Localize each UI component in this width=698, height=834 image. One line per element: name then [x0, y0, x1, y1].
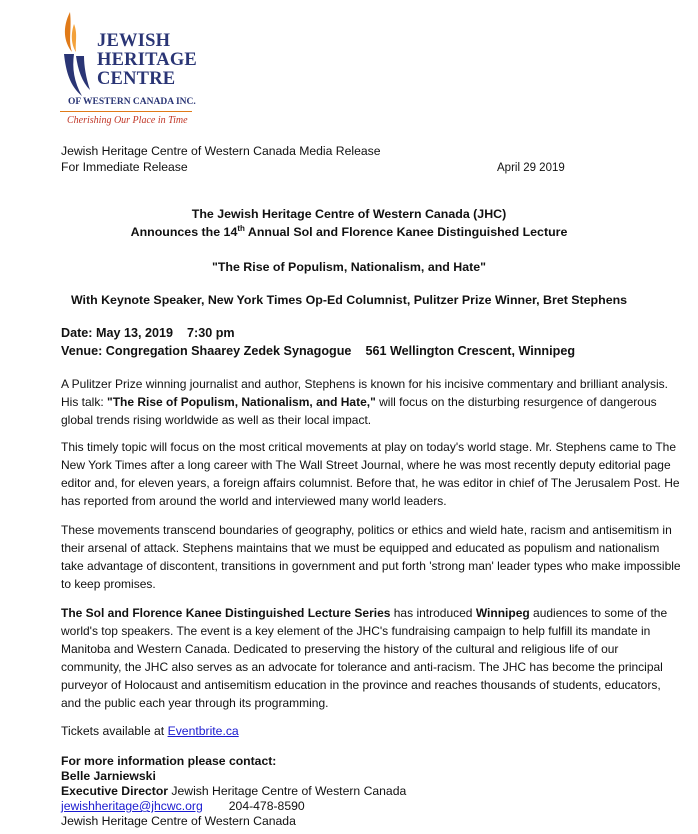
- venue-address: 561 Wellington Crescent, Winnipeg: [365, 344, 576, 358]
- p4-text-b: audiences to some of the world's top speakers. The event is a key element of the JHC's fundraising campaign to help fulfill its mandate in Manitoba and Western Canada. Dedicated to preserving the history of the cultural and religious life of our community, the JHC also serves as an advocate for tolerance and anti-racism. The JHC has become the principal purveyor of Holocaust and antisemitism education in the province and reaches thousands of students, educators, and the public each year through its programming.: [61, 606, 668, 710]
- keynote-line: With Keynote Speaker, New York Times Op-Ed Columnist, Pulitzer Prize Winner, Bret Stephens: [70, 293, 628, 307]
- paragraph-2: This timely topic will focus on the most critical movements at play on today's world stage. Mr. Stephens came to The New York Times after a long career with The Wall Street Journal, where he was most recently deputy editorial page editor and, for eleven years, a foreign affairs columnist. Before that, he was editor in chief of The Jerusalem Post. He has reported from around the world and interviewed many world leaders.: [61, 440, 680, 508]
- event-date: Date: May 13, 2019 7:30 pm: [61, 326, 235, 340]
- contact-heading: For more information please contact:: [61, 754, 277, 768]
- contact-org: Jewish Heritage Centre of Western Canada: [61, 814, 296, 828]
- jhc-logo: [60, 10, 200, 132]
- paragraph-3: These movements transcend boundaries of geography, politics or ethics and wield hate, racism and antisemitism in their arsenal of attack. Stephens maintains that we must be equipped and educated as populism and nationalism take advantage of discontent, transitions in government and put forth 'strong man' leader types who make impossible to keep promises.: [61, 523, 681, 591]
- logo-tagline: Cherishing Our Place in Time: [67, 115, 188, 126]
- p4-text-a: has introduced: [390, 606, 476, 620]
- talk-title: "The Rise of Populism, Nationalism, and Hate": [211, 260, 487, 274]
- contact-role-org: Jewish Heritage Centre of Western Canada: [168, 784, 407, 798]
- paragraph-4: [61, 604, 681, 712]
- title-line-2: [0, 225, 698, 239]
- title-line-2-pre: Announces the 14: [130, 225, 238, 239]
- logo-line-1: JEWISH: [97, 31, 171, 51]
- logo-wordmark: [97, 32, 197, 89]
- candle-flame-icon: [60, 10, 100, 100]
- contact-role-title: Executive Director: [61, 784, 169, 798]
- venue-name: Venue: Congregation Shaarey Zedek Synagogue: [61, 344, 352, 358]
- title-line-1: The Jewish Heritage Centre of Western Canada (JHC): [191, 207, 507, 221]
- p1-text-a: A Pulitzer Prize winning journalist and author, Stephens is known for his incisive commentary and brilliant analysis. His talk:: [61, 377, 668, 409]
- contact-name: Belle Jarniewski: [61, 769, 156, 783]
- p1-talk-title: "The Rise of Populism, Nationalism, and Hate,": [107, 395, 376, 409]
- immediate-release: For Immediate Release: [61, 160, 188, 174]
- tickets-text: Tickets available at: [61, 724, 168, 738]
- contact-email-link[interactable]: jewishheritage@jhcwc.org: [61, 799, 203, 813]
- title-line-2-post: Annual Sol and Florence Kanee Distinguished Lecture: [244, 225, 568, 239]
- logo-subline: OF WESTERN CANADA INC.: [68, 97, 196, 107]
- ordinal-suffix: th: [237, 223, 245, 233]
- city-name: Winnipeg: [475, 606, 530, 620]
- contact-email-phone: [61, 798, 305, 814]
- lecture-series-name: The Sol and Florence Kanee Distinguished Lecture Series: [61, 606, 391, 620]
- logo-line-2: HERITAGE: [97, 50, 197, 70]
- p1-text-b: will focus on the disturbing resurgence of dangerous global trends rising worldwide as well as their local impact.: [61, 395, 657, 427]
- tickets-line: [61, 723, 239, 739]
- release-heading: Jewish Heritage Centre of Western Canada Media Release: [61, 144, 381, 158]
- release-date: April 29 2019: [497, 162, 565, 174]
- event-venue: [61, 343, 575, 359]
- logo-line-3: CENTRE: [97, 69, 176, 89]
- eventbrite-link[interactable]: Eventbrite.ca: [167, 724, 239, 738]
- logo-divider: [60, 111, 192, 112]
- paragraph-1: [61, 375, 681, 429]
- contact-phone: 204-478-8590: [228, 799, 305, 813]
- contact-role: [61, 783, 406, 799]
